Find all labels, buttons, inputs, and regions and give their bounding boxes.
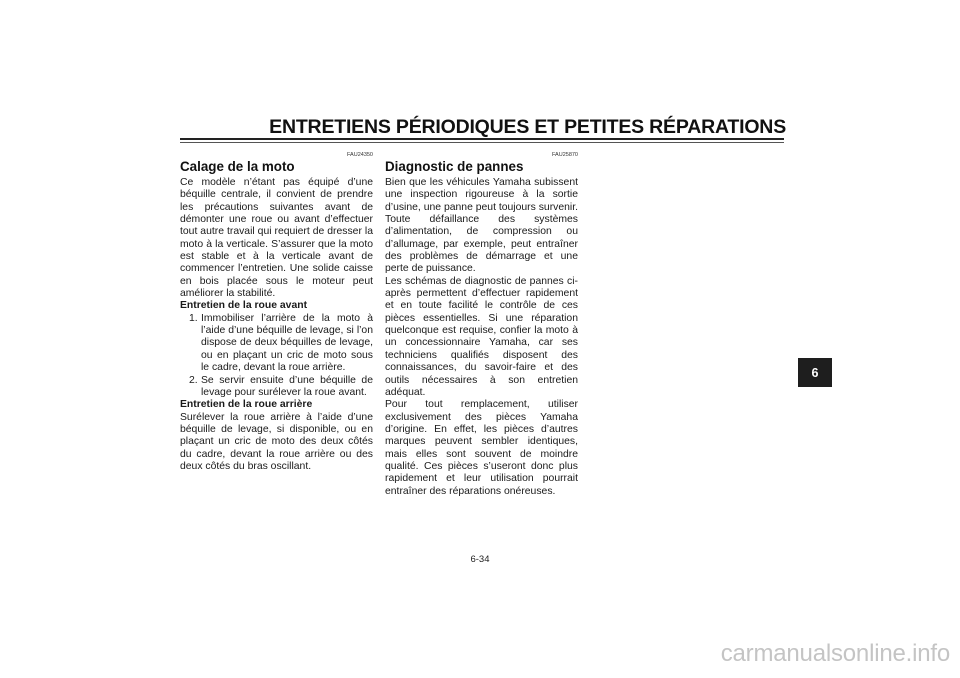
chapter-tab: 6 (798, 358, 832, 387)
section-heading-diagnostic: Diagnostic de pannes (385, 159, 524, 174)
rear-wheel-paragraph: Surélever la roue arrière à l’aide d’une béquille de levage, si disponible, ou en plaçant un cric de moto des deux côtés du cadre, devant la roue arrière ou des deux côtés du bras oscillant. (180, 411, 373, 472)
subheading-front-wheel: Entretien de la roue avant (180, 300, 308, 312)
step-number: 1. (189, 312, 198, 324)
section-heading-calage: Calage de la moto (180, 159, 295, 174)
diagnostic-paragraph: Pour tout remplacement, utiliser exclusivement des pièces Yamaha d’origine. En effet, les pièces d’autres marques peuvent sembler identiques, mais elles sont souvent de moindre qualité. Ces pièces s’useront donc plus rapidement et leur utilisation pourrait entraîner des réparations onéreuses. (385, 399, 578, 497)
front-wheel-steps (180, 313, 373, 399)
header-rule-thin (180, 142, 784, 143)
intro-paragraph: Ce modèle n’étant pas équipé d’une béquille centrale, il convient de prendre les précautions suivantes avant de démonter une roue ou avant d’effectuer tout autre travail qui requiert de dresser la moto à la verticale. S’assurer que la moto est stable et à la verticale avant de commencer l’entretien. Une solide caisse en bois placée sous le moteur peut améliorer la stabilité. (180, 177, 373, 300)
step-text: Immobiliser l’arrière de la moto à l’aide d’une béquille de levage, si l’on dispose de deux béquilles de levage, ou en plaçant un cric de moto sous le cadre, devant la roue arrière. (201, 312, 373, 374)
section-code: FAU24350 (347, 152, 373, 158)
diagnostic-paragraph: Bien que les véhicules Yamaha subissent une inspection rigoureuse à la sortie d’usine, une panne peut toujours survenir. Toute défaillance des systèmes d’alimentation, de compression ou d’allumage, par exemple, peut entraîner des problèmes de démarrage et une perte de puissance. (385, 177, 578, 275)
subheading-rear-wheel: Entretien de la roue arrière (180, 399, 313, 411)
step-number: 2. (189, 374, 198, 386)
list-item (180, 313, 373, 375)
page-number: 6-34 (470, 554, 490, 565)
watermark: carmanualsonline.info (720, 640, 950, 667)
left-column (180, 151, 373, 473)
diagnostic-paragraph: Les schémas de diagnostic de pannes ci-après permettent d’effectuer rapidement et en toute facilité le contrôle de ces pièces essentielles. Si une réparation quelconque est requise, confier la moto à un concessionnaire Yamaha, car ses techniciens qualifiés disposent des connaissances, du savoir-faire et des outils nécessaires à son entretien adéquat. (385, 275, 578, 398)
list-item (180, 375, 373, 400)
step-text: Se servir ensuite d’une béquille de levage pour surélever la roue avant. (201, 374, 373, 398)
header-rule-thick (180, 138, 784, 140)
section-code: FAU25870 (552, 152, 578, 158)
right-column (385, 151, 578, 498)
page-title: ENTRETIENS PÉRIODIQUES ET PETITES RÉPARATIONS (269, 116, 786, 138)
